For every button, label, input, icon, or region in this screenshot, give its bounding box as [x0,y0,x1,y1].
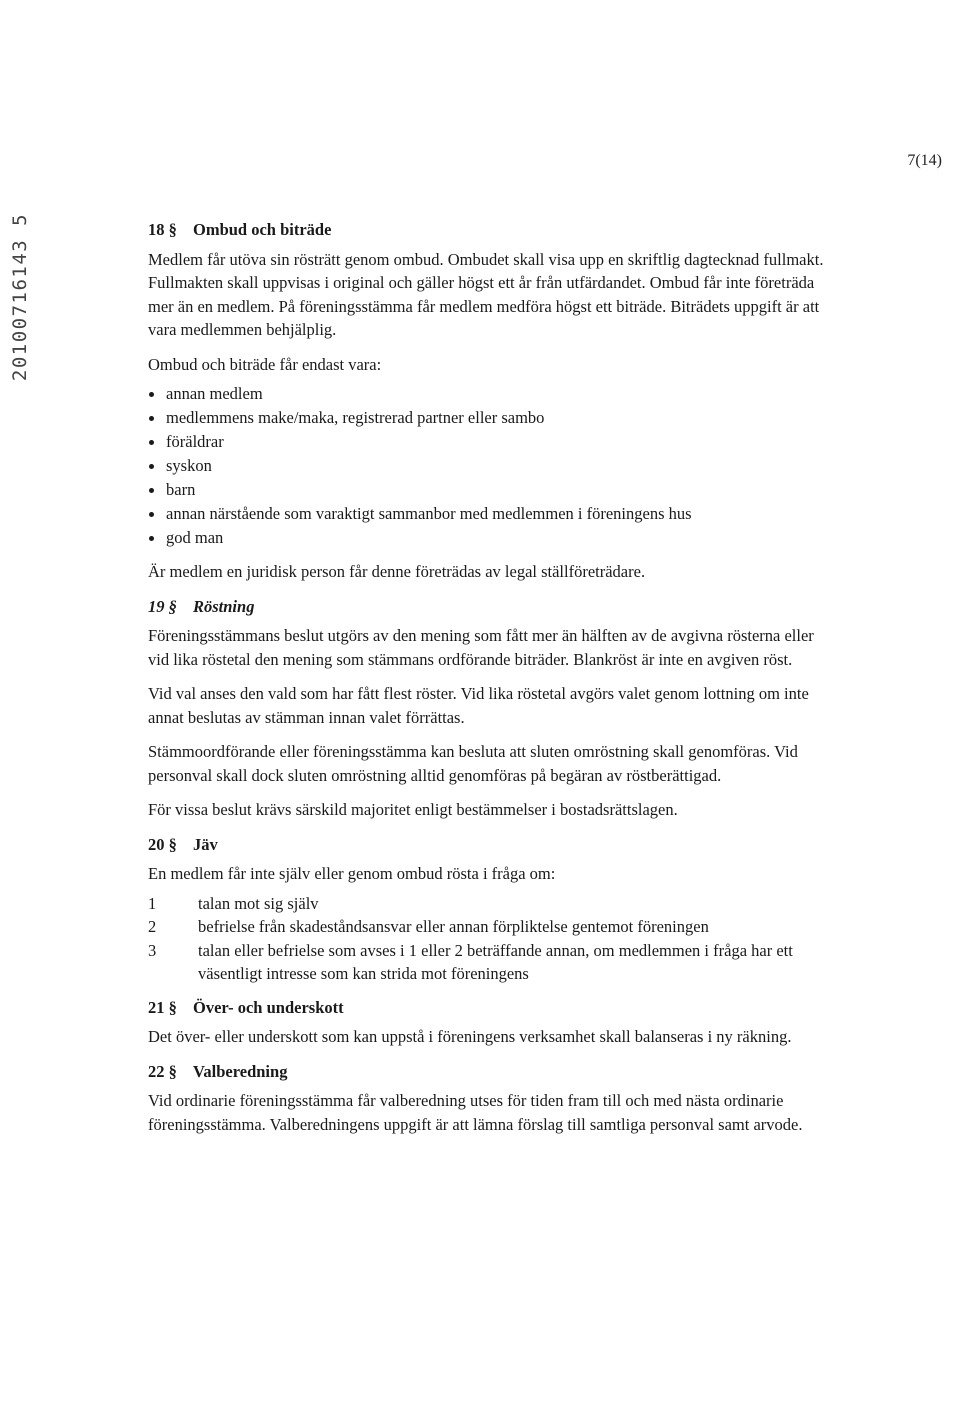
list-item [148,915,838,939]
bullet-icon [149,536,154,541]
paragraph: Föreningsstämmans beslut utgörs av den mening som fått mer än hälften av de avgivna rösterna eller vid lika röstetal den mening som stämmans ordförande biträder. Blankröst är inte en avgiven röst. [148,626,814,669]
section-heading [148,833,838,857]
section-22 [148,1060,838,1137]
bullet-icon [149,488,154,493]
section-title: Över- och underskott [193,997,344,1017]
paragraph: Medlem får utöva sin rösträtt genom ombud. Ombudet skall visa upp en skriftlig dagtecknad fullmakt. Fullmakten skall uppvisas i original och gäller högst ett år från utfärdandet. Ombud får inte företräda mer än en medlem. På föreningsstämma får medlem medföra högst ett biträde. Biträdets uppgift är att vara medlemmen behjälplig. [148,249,824,339]
section-heading [148,996,838,1020]
list-item [148,478,838,502]
list-item-text: annan närstående som varaktigt sammanbor med medlemmen i föreningens hus [166,504,692,523]
bullet-icon [149,392,154,397]
list-item [148,502,838,526]
section-19 [148,595,838,822]
list-item-text: befrielse från skadeståndsansvar eller annan förpliktelse gentemot föreningen [198,917,709,936]
document-body [148,218,838,1147]
bullet-list [148,382,838,550]
section-title: Valberedning [193,1061,288,1081]
bullet-icon [149,440,154,445]
document-id-text: 20100716143 5 [9,212,31,382]
section-21 [148,996,838,1049]
list-item-text: talan mot sig själv [198,893,319,913]
section-20 [148,833,838,986]
bullet-icon [149,416,154,421]
paragraph: Vid val anses den vald som har fått flest röster. Vid lika röstetal avgörs valet genom lottning om inte annat beslutas av stämman innan valet förrättas. [148,684,809,727]
section-number: 21 § [148,997,177,1017]
list-item-text: god man [166,528,224,547]
list-item-text: medlemmens make/maka, registrerad partner eller sambo [166,408,545,427]
paragraph: För vissa beslut krävs särskild majoritet enligt bestämmelser i bostadsrättslagen. [148,800,678,819]
list-item [148,406,838,430]
paragraph: Det över- eller underskott som kan uppstå i föreningens verksamhet skall balanseras i ny räkning. [148,1027,792,1046]
section-title: Jäv [193,834,218,854]
paragraph: Ombud och biträde får endast vara: [148,354,382,374]
paragraph: En medlem får inte själv eller genom ombud rösta i fråga om: [148,864,556,883]
numbered-list [148,892,838,986]
list-item [148,939,838,986]
section-heading [148,1060,838,1084]
list-item [148,382,838,406]
list-item [148,454,838,478]
section-heading [148,218,838,242]
list-item-text: föräldrar [166,432,224,451]
section-title: Ombud och biträde [193,220,332,239]
paragraph: Vid ordinarie föreningsstämma får valberedning utses för tiden fram till och med nästa ordinarie föreningsstämma. Valberedningens uppgift är att lämna förslag till samtliga personval samt arvode. [148,1091,803,1134]
list-item-text: talan eller befrielse som avses i 1 eller 2 beträffande annan, om medlemmen i fråga har ett väsentligt intresse som kan strida mot föreningens [198,940,793,983]
document-id-stamp [0,205,40,390]
paragraph: Stämmoordförande eller föreningsstämma kan besluta att sluten omröstning skall genomföras. Vid personval skall dock sluten omröstning alltid genomföras på begäran av röstberättigad. [148,742,798,785]
section-heading [148,595,838,619]
section-number: 19 § [148,596,177,616]
list-item-number: 2 [148,917,157,936]
list-item-number: 1 [148,893,157,913]
paragraph: Är medlem en juridisk person får denne företrädas av legal ställföreträdare. [148,562,646,581]
list-item-number: 3 [148,940,157,960]
page-number: 7(14) [907,152,942,169]
list-item-text: barn [166,480,196,499]
section-18 [148,218,838,584]
section-number: 22 § [148,1061,177,1081]
list-item [148,892,838,916]
section-number: 18 § [148,220,177,239]
bullet-icon [149,512,154,517]
section-number: 20 § [148,834,177,854]
list-item [148,430,838,454]
list-item [148,526,838,550]
bullet-icon [149,464,154,469]
section-title: Röstning [193,596,255,616]
list-item-text: syskon [166,456,212,475]
list-item-text: annan medlem [166,384,263,403]
